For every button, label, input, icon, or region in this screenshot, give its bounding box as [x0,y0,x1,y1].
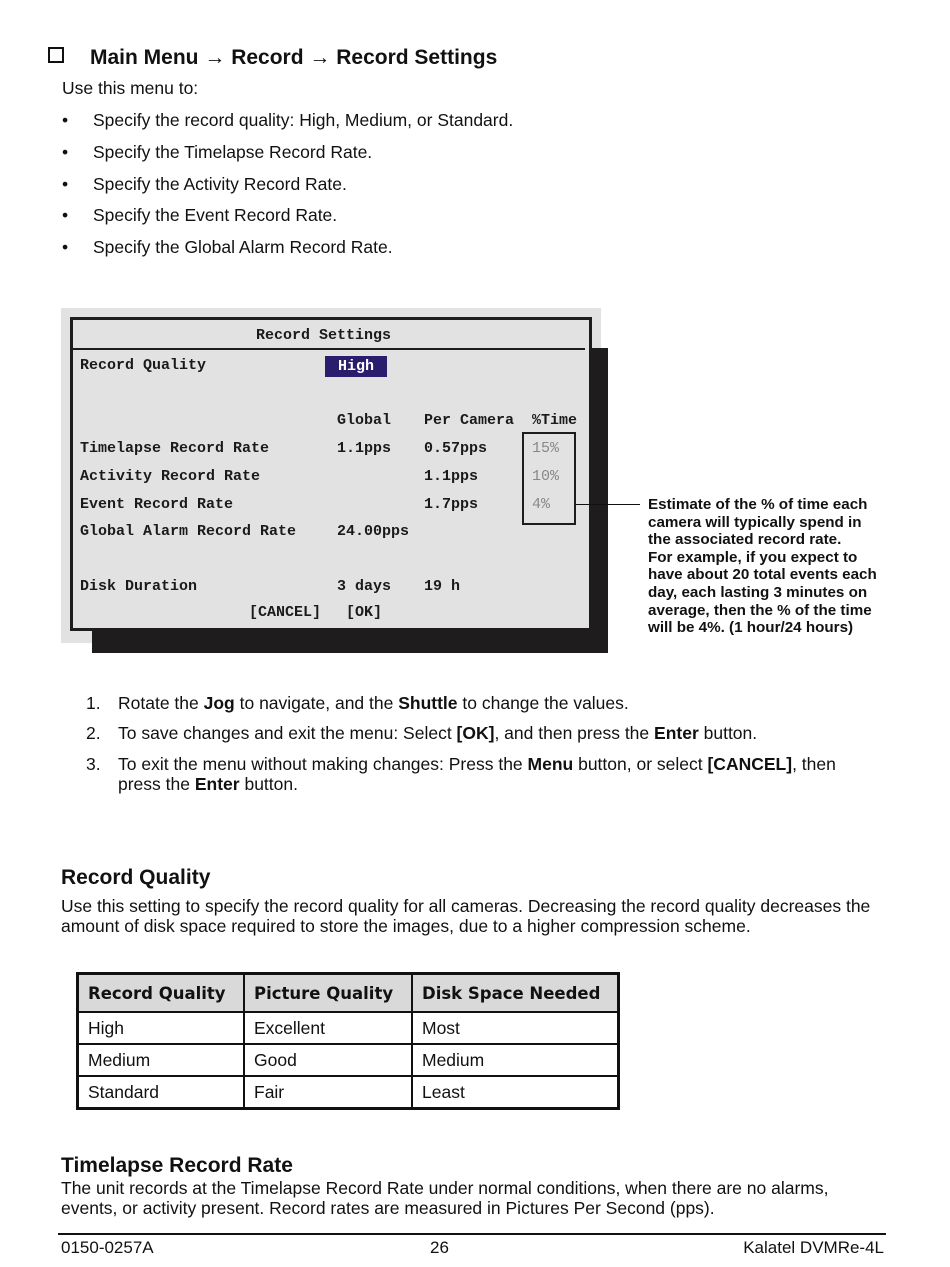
record-quality-label: Record Quality [80,357,207,374]
table-cell: High [78,1012,245,1044]
list-item: • Specify the Activity Record Rate. [62,174,347,194]
cancel-button[interactable]: [CANCEL] [249,604,322,621]
intro-text: Use this menu to: [62,78,199,98]
global-alarm-value[interactable]: 24.00pps [337,523,410,540]
activity-per-camera-value[interactable]: 1.1pps [424,468,479,485]
table-cell: Least [412,1076,619,1109]
column-header-global: Global [337,412,392,429]
timelapse-time-value[interactable]: 15% [532,440,560,457]
column-header-time: %Time [532,412,578,429]
footer-divider [58,1233,886,1235]
table-header-row [78,974,619,1013]
disk-duration-days: 3 days [337,578,392,595]
timelapse-global-value[interactable]: 1.1pps [337,440,392,457]
record-quality-value[interactable]: High [325,356,387,377]
step-item: 3. To exit the menu without making changes: Press the Menu button, or select [CANCEL], then press the Enter button. [86,754,836,794]
checkbox-bullet-icon [48,47,64,63]
page-title: Main Menu → Record → Record Settings [48,46,497,70]
list-item: • Specify the Global Alarm Record Rate. [62,237,393,257]
callout-leader-line [576,504,640,505]
table-cell: Fair [244,1076,412,1109]
record-quality-description: Use this setting to specify the record quality for all cameras. Decreasing the record quality decreases the amount of disk space required to store the images, due to a higher compression scheme. [61,896,871,936]
record-quality-table [76,972,620,1110]
global-alarm-rate-label: Global Alarm Record Rate [80,523,297,540]
table-header: Picture Quality [244,974,412,1013]
table-cell: Good [244,1044,412,1076]
table-row [78,1044,619,1076]
section-title-timelapse: Timelapse Record Rate [61,1154,293,1177]
disk-duration-label: Disk Duration [80,578,198,595]
event-per-camera-value[interactable]: 1.7pps [424,496,479,513]
event-time-value[interactable]: 4% [532,496,551,513]
percent-time-callout: Estimate of the % of time each camera will typically spend in the associated record rate. For example, if you expect to have about 20 total events each day, each lasting 3 minutes on average, then the % of the time will be 4%. (1 hour/24 hours) [648,496,877,637]
list-item: • Specify the Timelapse Record Rate. [62,142,373,162]
step-item: 2. To save changes and exit the menu: Select [OK], and then press the Enter button. [86,723,758,743]
table-cell: Medium [78,1044,245,1076]
section-title-record-quality: Record Quality [61,866,211,889]
activity-rate-label: Activity Record Rate [80,468,261,485]
ok-button[interactable]: [OK] [346,604,383,621]
timelapse-description: The unit records at the Timelapse Record Rate under normal conditions, when there are no alarms, events, or activity present. Record rates are measured in Pictures Per Second (pps). [61,1178,829,1218]
column-header-per-camera: Per Camera [424,412,515,429]
event-rate-label: Event Record Rate [80,496,234,513]
menu-title-divider [73,348,585,350]
menu-title: Record Settings [256,327,392,344]
list-item: • Specify the Event Record Rate. [62,205,338,225]
timelapse-rate-label: Timelapse Record Rate [80,440,270,457]
footer-page-number: 26 [430,1238,449,1257]
step-item: 1. Rotate the Jog to navigate, and the Shuttle to change the values. [86,693,629,713]
footer-product-name: Kalatel DVMRe-4L [743,1238,884,1257]
timelapse-per-camera-value: 0.57pps [424,440,488,457]
footer-doc-number: 0150-0257A [61,1238,154,1257]
table-cell: Medium [412,1044,619,1076]
table-cell: Excellent [244,1012,412,1044]
table-cell: Standard [78,1076,245,1109]
table-cell: Most [412,1012,619,1044]
list-item: • Specify the record quality: High, Medium, or Standard. [62,110,514,130]
table-header: Record Quality [78,974,245,1013]
activity-time-value[interactable]: 10% [532,468,560,485]
disk-duration-hours: 19 h [424,578,461,595]
table-row [78,1012,619,1044]
table-row [78,1076,619,1109]
table-header: Disk Space Needed [412,974,619,1013]
